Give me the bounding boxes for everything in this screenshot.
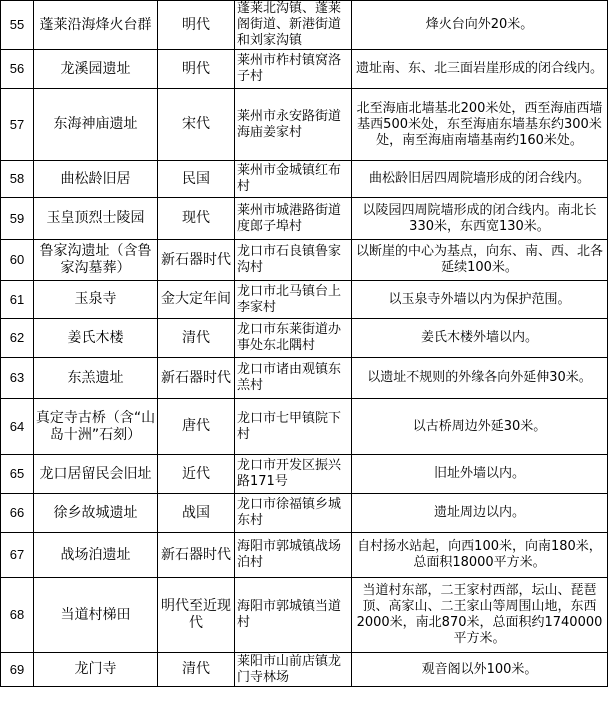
site-era: 宋代 <box>158 89 235 161</box>
row-number: 62 <box>1 319 34 358</box>
protection-range: 观音阁以外100米。 <box>352 653 608 687</box>
site-location: 龙口市北马镇台上李家村 <box>235 281 352 319</box>
site-name: 当道村梯田 <box>34 578 158 653</box>
row-number: 67 <box>1 533 34 578</box>
site-name: 龙门寺 <box>34 653 158 687</box>
site-name: 蓬莱沿海烽火台群 <box>34 1 158 50</box>
table-row <box>1 50 608 89</box>
site-era: 战国 <box>158 494 235 533</box>
row-number: 69 <box>1 653 34 687</box>
protection-range: 当道村东部，二王家村西部，坛山、琵琶顶、高家山、二王家山等周围山地，东西2000米，南北870米，总面积约1740000平方米。 <box>352 578 608 653</box>
site-name: 龙溪园遗址 <box>34 50 158 89</box>
row-number: 68 <box>1 578 34 653</box>
site-name: 姜氏木楼 <box>34 319 158 358</box>
site-era: 近代 <box>158 455 235 494</box>
site-era: 明代 <box>158 50 235 89</box>
site-location: 龙口市东莱街道办事处东北隅村 <box>235 319 352 358</box>
site-name: 鲁家沟遗址（含鲁家沟墓葬） <box>34 240 158 281</box>
site-location: 龙口市石良镇鲁家沟村 <box>235 240 352 281</box>
site-location: 蓬莱北沟镇、蓬莱阁街道、新港街道和刘家沟镇 <box>235 1 352 50</box>
row-number: 56 <box>1 50 34 89</box>
row-number: 59 <box>1 198 34 240</box>
protection-range: 烽火台向外20米。 <box>352 1 608 50</box>
site-name: 玉泉寺 <box>34 281 158 319</box>
site-location: 莱阳市山前店镇龙门寺林场 <box>235 653 352 687</box>
table-row <box>1 198 608 240</box>
row-number: 64 <box>1 399 34 455</box>
site-location: 海阳市郭城镇当道村 <box>235 578 352 653</box>
row-number: 63 <box>1 358 34 399</box>
site-era: 新石器时代 <box>158 533 235 578</box>
row-number: 61 <box>1 281 34 319</box>
site-location: 莱州市金城镇红布村 <box>235 161 352 198</box>
site-name: 龙口居留民会旧址 <box>34 455 158 494</box>
protection-range: 北至海庙北墙基北200米处，西至海庙西墙基西500米处，东至海庙东墙基东约300米处，南至海庙南墙基南约160米处。 <box>352 89 608 161</box>
site-name: 东海神庙遗址 <box>34 89 158 161</box>
site-era: 金大定年间 <box>158 281 235 319</box>
table-row <box>1 89 608 161</box>
site-location: 龙口市徐福镇乡城东村 <box>235 494 352 533</box>
site-era: 唐代 <box>158 399 235 455</box>
site-name: 战场泊遗址 <box>34 533 158 578</box>
site-name: 徐乡故城遗址 <box>34 494 158 533</box>
site-era: 新石器时代 <box>158 358 235 399</box>
protection-range: 姜氏木楼外墙以内。 <box>352 319 608 358</box>
table-row <box>1 494 608 533</box>
site-location: 龙口市七甲镇院下村 <box>235 399 352 455</box>
site-era: 清代 <box>158 319 235 358</box>
site-era: 民国 <box>158 161 235 198</box>
protection-range: 遗址周边以内。 <box>352 494 608 533</box>
table-row <box>1 455 608 494</box>
protection-range: 自村扬水站起，向西100米，向南180米，总面积18000平方米。 <box>352 533 608 578</box>
table-row <box>1 1 608 50</box>
protection-range: 以古桥周边外延30米。 <box>352 399 608 455</box>
site-era: 现代 <box>158 198 235 240</box>
site-name: 玉皇顶烈士陵园 <box>34 198 158 240</box>
site-era: 明代 <box>158 1 235 50</box>
protection-range: 旧址外墙以内。 <box>352 455 608 494</box>
table-row <box>1 319 608 358</box>
table-row <box>1 399 608 455</box>
row-number: 58 <box>1 161 34 198</box>
row-number: 60 <box>1 240 34 281</box>
table-row <box>1 240 608 281</box>
protection-range: 以陵园四周院墙形成的闭合线内。南北长330米，东西宽130米。 <box>352 198 608 240</box>
protection-range: 遗址南、东、北三面岩崖形成的闭合线内。 <box>352 50 608 89</box>
site-name: 东羔遗址 <box>34 358 158 399</box>
protection-range: 以玉泉寺外墙以内为保护范围。 <box>352 281 608 319</box>
site-era: 新石器时代 <box>158 240 235 281</box>
site-era: 明代至近现代 <box>158 578 235 653</box>
protection-range: 以遗址不规则的外缘各向外延伸30米。 <box>352 358 608 399</box>
site-era: 清代 <box>158 653 235 687</box>
site-name: 真定寺古桥（含“山岛十洲”石刻） <box>34 399 158 455</box>
row-number: 66 <box>1 494 34 533</box>
table-row <box>1 161 608 198</box>
table-row <box>1 358 608 399</box>
row-number: 57 <box>1 89 34 161</box>
site-location: 莱州市永安路街道海庙姜家村 <box>235 89 352 161</box>
table-row <box>1 578 608 653</box>
site-location: 龙口市开发区振兴路171号 <box>235 455 352 494</box>
site-location: 龙口市诸由观镇东羔村 <box>235 358 352 399</box>
table-row <box>1 653 608 687</box>
table-row <box>1 533 608 578</box>
site-name: 曲松龄旧居 <box>34 161 158 198</box>
table-row <box>1 281 608 319</box>
row-number: 55 <box>1 1 34 50</box>
protection-range: 以断崖的中心为基点，向东、南、西、北各延续100米。 <box>352 240 608 281</box>
site-location: 莱州市城港路街道度郎子埠村 <box>235 198 352 240</box>
row-number: 65 <box>1 455 34 494</box>
protection-range: 曲松龄旧居四周院墙形成的闭合线内。 <box>352 161 608 198</box>
site-location: 海阳市郭城镇战场泊村 <box>235 533 352 578</box>
site-location: 莱州市柞村镇窝洛子村 <box>235 50 352 89</box>
